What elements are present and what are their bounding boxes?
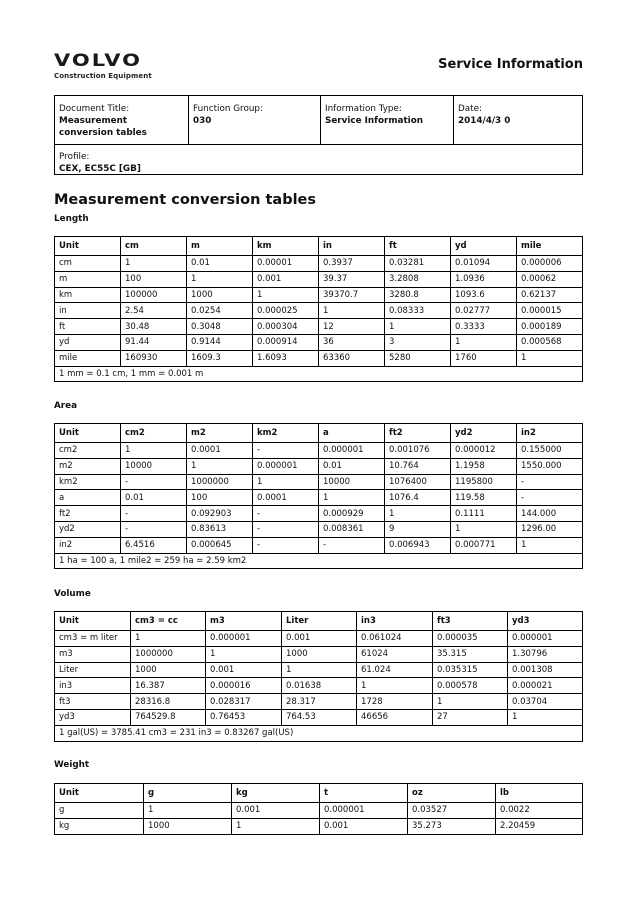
section-title-volume: Volume — [54, 589, 91, 599]
table-cell: 0.08333 — [385, 303, 451, 319]
table-note: 1 ha = 100 a, 1 mile2 = 259 ha = 2.59 km2 — [55, 553, 583, 569]
document-info-box — [54, 95, 583, 175]
table-row — [55, 709, 583, 725]
column-header: ft2 — [385, 424, 451, 443]
table-cell: 10.764 — [385, 458, 451, 474]
table-cell: 1 — [357, 678, 433, 694]
row-unit-cell: yd — [55, 334, 121, 350]
table-cell: 1000000 — [131, 646, 206, 662]
row-unit-cell: km — [55, 287, 121, 303]
table-row — [55, 537, 583, 553]
row-unit-cell: m3 — [55, 646, 131, 662]
date-value: 2014/4/3 0 — [458, 116, 511, 126]
table-cell: 1000 — [187, 287, 253, 303]
table-cell: - — [517, 474, 583, 490]
length-table — [54, 236, 583, 382]
table-cell: 0.03527 — [408, 803, 496, 819]
table-row — [55, 458, 583, 474]
table-cell: 0.3048 — [187, 319, 253, 335]
column-header: in2 — [517, 424, 583, 443]
table-cell: 1 — [319, 490, 385, 506]
table-row — [55, 646, 583, 662]
table-cell: 0.62137 — [517, 287, 583, 303]
table-row — [55, 521, 583, 537]
table-cell: 0.3333 — [451, 319, 517, 335]
table-cell: 28.317 — [282, 694, 357, 710]
column-header: m2 — [187, 424, 253, 443]
row-unit-cell: km2 — [55, 474, 121, 490]
volume-table — [54, 611, 583, 742]
column-header: Unit — [55, 784, 144, 803]
info-row — [55, 96, 582, 145]
logo-wordmark: VOLVO — [54, 50, 142, 71]
table-cell: 0.01638 — [282, 678, 357, 694]
table-cell: 1 — [451, 334, 517, 350]
column-header: ft3 — [433, 612, 508, 631]
table-cell: 0.000189 — [517, 319, 583, 335]
table-cell: 0.0254 — [187, 303, 253, 319]
table-cell: 0.3937 — [319, 256, 385, 272]
table-cell: 0.092903 — [187, 506, 253, 522]
table-cell: 144.000 — [517, 506, 583, 522]
table-cell: 1550.000 — [517, 458, 583, 474]
table-cell: 1076.4 — [385, 490, 451, 506]
table-cell: - — [253, 443, 319, 459]
profile-value: CEX, EC55C [GB] — [59, 164, 141, 174]
table-cell: 0.001 — [253, 271, 319, 287]
table-cell: 1 — [451, 521, 517, 537]
table-cell: 0.155000 — [517, 443, 583, 459]
weight-table — [54, 783, 583, 835]
table-row — [55, 443, 583, 459]
table-note-row — [55, 725, 583, 741]
table-cell: 0.000001 — [320, 803, 408, 819]
area-table — [54, 423, 583, 569]
table-cell: 9 — [385, 521, 451, 537]
function-group-label: Function Group: — [193, 104, 263, 114]
table-cell: 1000 — [144, 818, 232, 834]
table-cell: 0.001 — [320, 818, 408, 834]
table-cell: 3.2808 — [385, 271, 451, 287]
table-row — [55, 287, 583, 303]
column-header: t — [320, 784, 408, 803]
table-cell: - — [121, 521, 187, 537]
table-cell: - — [319, 537, 385, 553]
table-cell: 1.1958 — [451, 458, 517, 474]
row-unit-cell: yd3 — [55, 709, 131, 725]
table-row — [55, 271, 583, 287]
table-cell: 0.001 — [232, 803, 320, 819]
table-cell: 1000 — [282, 646, 357, 662]
table-cell: 35.273 — [408, 818, 496, 834]
column-header: ft — [385, 237, 451, 256]
table-row — [55, 334, 583, 350]
table-cell: 1 — [253, 474, 319, 490]
table-cell: 1000000 — [187, 474, 253, 490]
section-title-length: Length — [54, 214, 89, 224]
table-cell: 1195800 — [451, 474, 517, 490]
table-cell: 46656 — [357, 709, 433, 725]
section-title-weight: Weight — [54, 760, 90, 770]
table-cell: 12 — [319, 319, 385, 335]
table-cell: 1 — [187, 458, 253, 474]
table-cell: 5280 — [385, 350, 451, 366]
table-cell: 0.1111 — [451, 506, 517, 522]
table-cell: 1 — [517, 537, 583, 553]
table-cell: 1.30796 — [508, 646, 583, 662]
table-cell: - — [517, 490, 583, 506]
table-row — [55, 662, 583, 678]
table-cell: 0.001308 — [508, 662, 583, 678]
column-header: Unit — [55, 612, 131, 631]
profile-row — [55, 145, 582, 175]
doc-title-cell — [55, 96, 188, 144]
table-cell: 1076400 — [385, 474, 451, 490]
table-cell: 63360 — [319, 350, 385, 366]
table-cell: 1 — [282, 662, 357, 678]
table-cell: 0.01 — [187, 256, 253, 272]
function-group-value: 030 — [193, 116, 212, 126]
table-cell: 1 — [187, 271, 253, 287]
column-header: m — [187, 237, 253, 256]
column-header: yd2 — [451, 424, 517, 443]
table-cell: - — [121, 506, 187, 522]
table-cell: 1 — [433, 694, 508, 710]
table-cell: 0.000001 — [206, 631, 282, 647]
table-cell: 2.20459 — [496, 818, 583, 834]
table-row — [55, 694, 583, 710]
table-cell: 0.000645 — [187, 537, 253, 553]
column-header: oz — [408, 784, 496, 803]
table-cell: 1760 — [451, 350, 517, 366]
table-note: 1 gal(US) = 3785.41 cm3 = 231 in3 = 0.83267 gal(US) — [55, 725, 583, 741]
table-row — [55, 631, 583, 647]
page-title: Measurement conversion tables — [54, 192, 317, 208]
table-row — [55, 818, 583, 834]
column-header: g — [144, 784, 232, 803]
column-header: m3 — [206, 612, 282, 631]
table-cell: 0.000006 — [517, 256, 583, 272]
table-cell: 61024 — [357, 646, 433, 662]
table-cell: 1728 — [357, 694, 433, 710]
column-header: lb — [496, 784, 583, 803]
table-cell: 1 — [517, 350, 583, 366]
table-cell: 0.006943 — [385, 537, 451, 553]
table-cell: 0.028317 — [206, 694, 282, 710]
table-cell: 0.000914 — [253, 334, 319, 350]
table-header-row — [55, 237, 583, 256]
row-unit-cell: in3 — [55, 678, 131, 694]
table-header-row — [55, 612, 583, 631]
table-cell: 27 — [433, 709, 508, 725]
row-unit-cell: cm — [55, 256, 121, 272]
table-cell: 1 — [232, 818, 320, 834]
row-unit-cell: ft — [55, 319, 121, 335]
table-cell: 0.03281 — [385, 256, 451, 272]
column-header: a — [319, 424, 385, 443]
table-cell: 0.061024 — [357, 631, 433, 647]
table-cell: 36 — [319, 334, 385, 350]
info-type-cell — [320, 96, 453, 144]
row-unit-cell: Liter — [55, 662, 131, 678]
table-cell: 0.00001 — [253, 256, 319, 272]
table-cell: 0.0022 — [496, 803, 583, 819]
table-cell: 0.000001 — [253, 458, 319, 474]
table-cell: 91.44 — [121, 334, 187, 350]
table-cell: 0.03704 — [508, 694, 583, 710]
table-cell: 1 — [385, 319, 451, 335]
row-unit-cell: cm3 = m liter — [55, 631, 131, 647]
table-cell: 0.035315 — [433, 662, 508, 678]
table-note: 1 mm = 0.1 cm, 1 mm = 0.001 m — [55, 366, 583, 382]
table-cell: 39.37 — [319, 271, 385, 287]
table-cell: 0.0001 — [253, 490, 319, 506]
table-note-row — [55, 366, 583, 382]
table-cell: 0.008361 — [319, 521, 385, 537]
table-cell: 0.000929 — [319, 506, 385, 522]
table-cell: 0.000578 — [433, 678, 508, 694]
table-cell: 0.001 — [282, 631, 357, 647]
table-cell: 0.000304 — [253, 319, 319, 335]
row-unit-cell: in — [55, 303, 121, 319]
table-cell: 0.000021 — [508, 678, 583, 694]
table-row — [55, 256, 583, 272]
row-unit-cell: g — [55, 803, 144, 819]
table-cell: 1.6093 — [253, 350, 319, 366]
table-cell: 764.53 — [282, 709, 357, 725]
table-cell: 1000 — [131, 662, 206, 678]
table-row — [55, 506, 583, 522]
info-type-value: Service Information — [325, 116, 424, 126]
table-row — [55, 490, 583, 506]
table-cell: 28316.8 — [131, 694, 206, 710]
column-header: cm — [121, 237, 187, 256]
column-header: in3 — [357, 612, 433, 631]
row-unit-cell: m — [55, 271, 121, 287]
column-header: cm3 = cc — [131, 612, 206, 631]
table-row — [55, 303, 583, 319]
table-cell: 0.000001 — [508, 631, 583, 647]
doc-title-label: Document Title: — [59, 104, 130, 114]
table-cell: 30.48 — [121, 319, 187, 335]
table-cell: 100 — [121, 271, 187, 287]
table-cell: 100000 — [121, 287, 187, 303]
table-cell: 1 — [319, 303, 385, 319]
table-cell: 1 — [385, 506, 451, 522]
column-header: mile — [517, 237, 583, 256]
table-cell: 160930 — [121, 350, 187, 366]
table-cell: 3280.8 — [385, 287, 451, 303]
row-unit-cell: yd2 — [55, 521, 121, 537]
column-header: km2 — [253, 424, 319, 443]
column-header: Unit — [55, 424, 121, 443]
table-cell: 1.0936 — [451, 271, 517, 287]
table-cell: 35.315 — [433, 646, 508, 662]
table-cell: 1 — [131, 631, 206, 647]
row-unit-cell: mile — [55, 350, 121, 366]
table-cell: - — [253, 506, 319, 522]
table-cell: 16.387 — [131, 678, 206, 694]
table-header-row — [55, 784, 583, 803]
table-cell: 0.0001 — [187, 443, 253, 459]
table-cell: 764529.8 — [131, 709, 206, 725]
table-cell: 1 — [144, 803, 232, 819]
column-header: in — [319, 237, 385, 256]
table-cell: 1609.3 — [187, 350, 253, 366]
table-cell: 0.01094 — [451, 256, 517, 272]
table-cell: 10000 — [121, 458, 187, 474]
table-cell: 1093.6 — [451, 287, 517, 303]
table-cell: 0.000568 — [517, 334, 583, 350]
table-header-row — [55, 424, 583, 443]
row-unit-cell: in2 — [55, 537, 121, 553]
doc-title-value: Measurement conversion tables — [59, 116, 147, 138]
table-cell: 3 — [385, 334, 451, 350]
row-unit-cell: cm2 — [55, 443, 121, 459]
table-cell: 0.000015 — [517, 303, 583, 319]
table-cell: - — [121, 474, 187, 490]
table-cell: 0.9144 — [187, 334, 253, 350]
info-type-label: Information Type: — [325, 104, 402, 114]
table-row — [55, 350, 583, 366]
table-row — [55, 474, 583, 490]
column-header: Liter — [282, 612, 357, 631]
table-row — [55, 319, 583, 335]
table-cell: 100 — [187, 490, 253, 506]
table-cell: - — [253, 537, 319, 553]
date-label: Date: — [458, 104, 482, 114]
table-cell: 0.01 — [121, 490, 187, 506]
table-cell: 0.000012 — [451, 443, 517, 459]
table-cell: - — [253, 521, 319, 537]
logo-subtitle: Construction Equipment — [54, 72, 152, 80]
table-cell: 0.02777 — [451, 303, 517, 319]
table-note-row — [55, 553, 583, 569]
column-header: yd — [451, 237, 517, 256]
table-cell: 0.000035 — [433, 631, 508, 647]
table-cell: 1296.00 — [517, 521, 583, 537]
column-header: yd3 — [508, 612, 583, 631]
table-cell: 0.001076 — [385, 443, 451, 459]
column-header: kg — [232, 784, 320, 803]
row-unit-cell: ft3 — [55, 694, 131, 710]
table-cell: 0.76453 — [206, 709, 282, 725]
table-cell: 119.58 — [451, 490, 517, 506]
table-cell: 0.000001 — [319, 443, 385, 459]
table-cell: 0.000771 — [451, 537, 517, 553]
column-header: Unit — [55, 237, 121, 256]
section-title-area: Area — [54, 401, 78, 411]
column-header: km — [253, 237, 319, 256]
date-cell — [453, 96, 582, 144]
table-cell: 2.54 — [121, 303, 187, 319]
service-information-title: Service Information — [438, 57, 583, 72]
table-cell: 6.4516 — [121, 537, 187, 553]
row-unit-cell: a — [55, 490, 121, 506]
table-cell: 0.00062 — [517, 271, 583, 287]
table-cell: 0.01 — [319, 458, 385, 474]
table-cell: 1 — [121, 443, 187, 459]
table-cell: 0.001 — [206, 662, 282, 678]
table-cell: 0.000016 — [206, 678, 282, 694]
row-unit-cell: m2 — [55, 458, 121, 474]
table-row — [55, 678, 583, 694]
table-cell: 39370.7 — [319, 287, 385, 303]
row-unit-cell: ft2 — [55, 506, 121, 522]
table-cell: 61.024 — [357, 662, 433, 678]
table-cell: 1 — [206, 646, 282, 662]
row-unit-cell: kg — [55, 818, 144, 834]
column-header: cm2 — [121, 424, 187, 443]
table-cell: 1 — [508, 709, 583, 725]
function-group-cell — [188, 96, 320, 144]
table-cell: 0.83613 — [187, 521, 253, 537]
table-cell: 0.000025 — [253, 303, 319, 319]
volvo-logo — [54, 50, 152, 80]
table-row — [55, 803, 583, 819]
table-cell: 1 — [253, 287, 319, 303]
table-cell: 1 — [121, 256, 187, 272]
table-cell: 10000 — [319, 474, 385, 490]
profile-label: Profile: — [59, 152, 90, 162]
